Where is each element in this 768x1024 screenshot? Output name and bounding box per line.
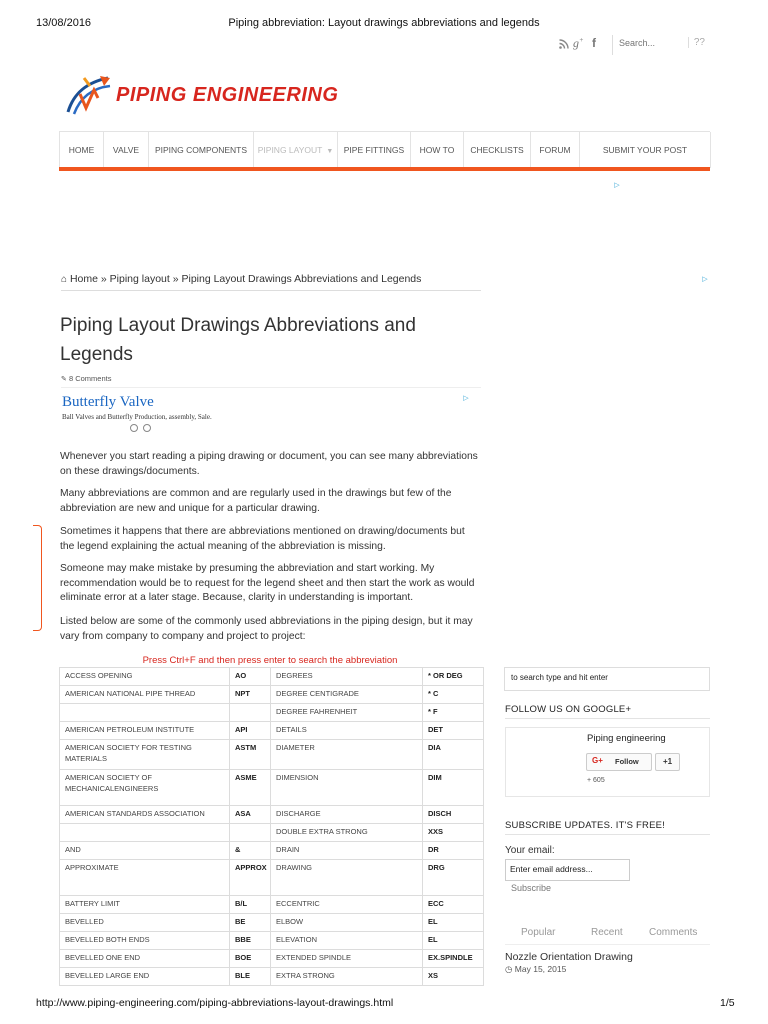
paragraph: Many abbreviations are common and are regularly used in the drawings but few of the abbreviation are new and unique for a particular drawing. bbox=[60, 488, 452, 514]
email-input-box bbox=[505, 859, 630, 881]
abbreviation-cell: & bbox=[230, 842, 271, 860]
post-title-link[interactable]: Nozzle Orientation Drawing bbox=[505, 951, 633, 963]
email-label: Your email: bbox=[505, 845, 555, 856]
comments-count: 8 Comments bbox=[68, 374, 112, 383]
print-date: 13/08/2016 bbox=[36, 17, 92, 29]
comments-icon: ✎ bbox=[61, 376, 67, 383]
site-logo[interactable] bbox=[64, 72, 364, 118]
abbreviation-cell: XXS bbox=[423, 824, 484, 842]
table-row bbox=[60, 740, 484, 770]
table-row bbox=[60, 842, 484, 860]
print-page-number: 1/5 bbox=[720, 997, 735, 1009]
term-cell: AMERICAN NATIONAL PIPE THREAD bbox=[60, 686, 230, 704]
term-cell: ACCESS OPENING bbox=[60, 668, 230, 686]
abbreviation-cell: ASTM bbox=[230, 740, 271, 770]
abbreviation-cell: DRG bbox=[423, 860, 484, 896]
abbreviation-cell: APPROX bbox=[230, 860, 271, 896]
breadcrumb-current: Piping Layout Drawings Abbreviations and Legends bbox=[181, 273, 422, 285]
term-cell bbox=[60, 824, 230, 842]
term-cell: BEVELLED ONE END bbox=[60, 950, 230, 968]
abbreviation-cell: DET bbox=[423, 722, 484, 740]
term-cell: DISCHARGE bbox=[271, 806, 423, 824]
abbreviation-cell: * C bbox=[423, 686, 484, 704]
table-row bbox=[60, 914, 484, 932]
breadcrumb-separator: » bbox=[172, 273, 179, 285]
paragraph: Sometimes it happens that there are abbreviations mentioned on drawing/documents but the legend explaining the actual meaning of the abbreviation is missing. bbox=[60, 526, 465, 552]
term-cell: AMERICAN SOCIETY FOR TESTING MATERIALS bbox=[60, 740, 230, 770]
paragraph: Listed below are some of the commonly used abbreviations in the piping design, but it may vary from company to company and project to project: bbox=[60, 616, 473, 642]
term-cell: DIMENSION bbox=[271, 770, 423, 806]
search-input[interactable] bbox=[619, 38, 685, 48]
table-row bbox=[60, 668, 484, 686]
page-title: Piping Layout Drawings Abbreviations and Legends bbox=[60, 315, 416, 365]
term-cell: EXTRA STRONG bbox=[271, 968, 423, 986]
table-row bbox=[60, 770, 484, 806]
nav-accent-bar bbox=[59, 167, 710, 171]
term-cell: EXTENDED SPINDLE bbox=[271, 950, 423, 968]
term-cell: DEGREES bbox=[271, 668, 423, 686]
nav-piping-layout-label: PIPING LAYOUT bbox=[257, 145, 323, 155]
follow-label: Follow bbox=[615, 757, 639, 766]
term-cell: BEVELLED BOTH ENDS bbox=[60, 932, 230, 950]
term-cell: BATTERY LIMIT bbox=[60, 896, 230, 914]
table-row bbox=[60, 932, 484, 950]
logo-text: PIPING ENGINEERING bbox=[116, 84, 339, 106]
divider bbox=[61, 387, 481, 388]
breadcrumb-section[interactable]: Piping layout bbox=[109, 273, 170, 285]
abbreviation-cell: API bbox=[230, 722, 271, 740]
table-row bbox=[60, 824, 484, 842]
abbreviation-cell: EX.SPINDLE bbox=[423, 950, 484, 968]
term-cell: AMERICAN STANDARDS ASSOCIATION bbox=[60, 806, 230, 824]
term-cell: ELEVATION bbox=[271, 932, 423, 950]
term-cell: DIAMETER bbox=[271, 740, 423, 770]
breadcrumb-home[interactable]: Home bbox=[69, 273, 98, 285]
table-row bbox=[60, 968, 484, 986]
term-cell bbox=[60, 704, 230, 722]
comments-link[interactable] bbox=[61, 374, 111, 383]
table-row bbox=[60, 860, 484, 896]
abbreviation-cell: ECC bbox=[423, 896, 484, 914]
adchoices-icon[interactable]: ▷ bbox=[702, 276, 708, 283]
table-row bbox=[60, 686, 484, 704]
google-follow-heading: FOLLOW US ON GOOGLE+ bbox=[505, 704, 632, 715]
post-date-text: May 15, 2015 bbox=[514, 964, 567, 974]
abbreviation-cell: BE bbox=[230, 914, 271, 932]
plus-one-button[interactable]: +1 bbox=[655, 753, 680, 771]
subscribe-button[interactable]: Subscribe bbox=[511, 883, 552, 893]
ad-title[interactable]: Butterfly Valve bbox=[62, 394, 154, 410]
abbreviation-cell: ASA bbox=[230, 806, 271, 824]
nav-forum[interactable]: FORUM bbox=[530, 132, 579, 168]
header-search bbox=[612, 35, 711, 55]
term-cell: ELBOW bbox=[271, 914, 423, 932]
abbreviation-cell: BLE bbox=[230, 968, 271, 986]
print-url: http://www.piping-engineering.com/piping-abbreviations-layout-drawings.html bbox=[36, 997, 394, 1009]
abbreviation-cell: AO bbox=[230, 668, 271, 686]
term-cell: AMERICAN PETROLEUM INSTITUTE bbox=[60, 722, 230, 740]
abbreviations-table bbox=[59, 667, 484, 986]
abbreviation-cell: DR bbox=[423, 842, 484, 860]
term-cell: DOUBLE EXTRA STRONG bbox=[271, 824, 423, 842]
abbreviation-cell: EL bbox=[423, 914, 484, 932]
table-row bbox=[60, 722, 484, 740]
sidebar-search bbox=[504, 667, 710, 691]
abbreviation-cell: EL bbox=[423, 932, 484, 950]
abbreviation-cell: * OR DEG bbox=[423, 668, 484, 686]
google-plus-icon[interactable]: g+ bbox=[573, 36, 584, 50]
abbreviation-cell bbox=[230, 704, 271, 722]
term-cell: BEVELLED LARGE END bbox=[60, 968, 230, 986]
gplus-page-name[interactable]: Piping engineering bbox=[587, 733, 666, 744]
term-cell: AND bbox=[60, 842, 230, 860]
abbreviation-cell: DIA bbox=[423, 740, 484, 770]
term-cell: DRAIN bbox=[271, 842, 423, 860]
abbreviation-cell: BOE bbox=[230, 950, 271, 968]
term-cell: DEGREE CENTIGRADE bbox=[271, 686, 423, 704]
table-row bbox=[60, 806, 484, 824]
abbreviation-cell: B/L bbox=[230, 896, 271, 914]
term-cell: AMERICAN SOCIETY OF MECHANICALENGINEERS bbox=[60, 770, 230, 806]
abbreviation-cell bbox=[230, 824, 271, 842]
nav-piping-layout[interactable] bbox=[253, 132, 337, 168]
paragraph: Whenever you start reading a piping drawing or document, you can see many abbreviations on these drawings/documents. bbox=[60, 451, 478, 477]
print-title: Piping abbreviation: Layout drawings abbreviations and legends bbox=[228, 17, 540, 29]
search-hint: Press Ctrl+F and then press enter to search the abbreviation bbox=[142, 655, 398, 666]
gplus-follow-button[interactable] bbox=[586, 753, 652, 771]
abbreviation-cell: ASME bbox=[230, 770, 271, 806]
divider bbox=[505, 834, 710, 835]
term-cell: DRAWING bbox=[271, 860, 423, 896]
abbreviation-cell: * F bbox=[423, 704, 484, 722]
divider bbox=[505, 718, 710, 719]
adchoices-icon[interactable]: ▷ bbox=[463, 395, 469, 402]
clock-icon: ◷ bbox=[505, 964, 513, 974]
breadcrumb-separator: » bbox=[100, 273, 107, 285]
sidebar-search-input[interactable] bbox=[511, 673, 701, 682]
main-nav bbox=[59, 131, 710, 168]
rss-icon[interactable] bbox=[559, 38, 569, 52]
nav-valve[interactable]: VALVE bbox=[103, 132, 148, 168]
logo-mark-icon bbox=[64, 72, 116, 118]
tab-comments[interactable]: Comments bbox=[649, 927, 698, 938]
nav-piping-components[interactable]: PIPING COMPONENTS bbox=[148, 132, 253, 168]
nav-how-to[interactable]: HOW TO bbox=[410, 132, 463, 168]
abbreviation-cell: DIM bbox=[423, 770, 484, 806]
post-date bbox=[505, 964, 566, 975]
nav-pipe-fittings[interactable]: PIPE FITTINGS bbox=[337, 132, 410, 168]
term-cell: DETAILS bbox=[271, 722, 423, 740]
ad-subtitle: Ball Valves and Butterfly Production, assembly, Sale. bbox=[62, 413, 212, 421]
term-cell: BEVELLED bbox=[60, 914, 230, 932]
divider bbox=[505, 944, 710, 945]
tab-popular[interactable]: Popular bbox=[521, 927, 556, 938]
term-cell: DEGREE FAHRENHEIT bbox=[271, 704, 423, 722]
email-field[interactable] bbox=[510, 864, 624, 874]
ad-dot[interactable] bbox=[130, 424, 138, 432]
home-icon: ⌂ bbox=[61, 274, 68, 285]
side-share-widget[interactable] bbox=[33, 525, 42, 631]
abbreviation-cell: NPT bbox=[230, 686, 271, 704]
paragraph: Someone may make mistake by presuming the abbreviation and start working. My recommendation would be to request for the legend sheet and then start the work as would eliminate error at a later stage. Because, clarity in understanding is important. bbox=[60, 563, 475, 603]
ad-dot[interactable] bbox=[143, 424, 151, 432]
nav-checklists[interactable]: CHECKLISTS bbox=[463, 132, 530, 168]
abbreviation-cell: BBE bbox=[230, 932, 271, 950]
nav-submit-post[interactable]: SUBMIT YOUR POST bbox=[579, 132, 711, 168]
term-cell: APPROXIMATE bbox=[60, 860, 230, 896]
google-plus-icon: G+ bbox=[592, 756, 603, 765]
breadcrumb bbox=[61, 273, 421, 285]
search-help[interactable]: ?? bbox=[688, 37, 705, 48]
facebook-icon[interactable]: f bbox=[592, 36, 596, 50]
nav-home[interactable]: HOME bbox=[59, 132, 103, 168]
chevron-down-icon: ▼ bbox=[326, 148, 334, 155]
table-row bbox=[60, 704, 484, 722]
subscribe-heading: SUBSCRIBE UPDATES. IT'S FREE! bbox=[505, 820, 665, 831]
table-row bbox=[60, 896, 484, 914]
table-row bbox=[60, 950, 484, 968]
follower-count: + 605 bbox=[587, 777, 605, 784]
term-cell: ECCENTRIC bbox=[271, 896, 423, 914]
abbreviation-cell: DISCH bbox=[423, 806, 484, 824]
abbreviation-cell: XS bbox=[423, 968, 484, 986]
tab-recent[interactable]: Recent bbox=[591, 927, 623, 938]
divider bbox=[61, 290, 481, 291]
adchoices-icon[interactable]: ▷ bbox=[614, 182, 620, 189]
